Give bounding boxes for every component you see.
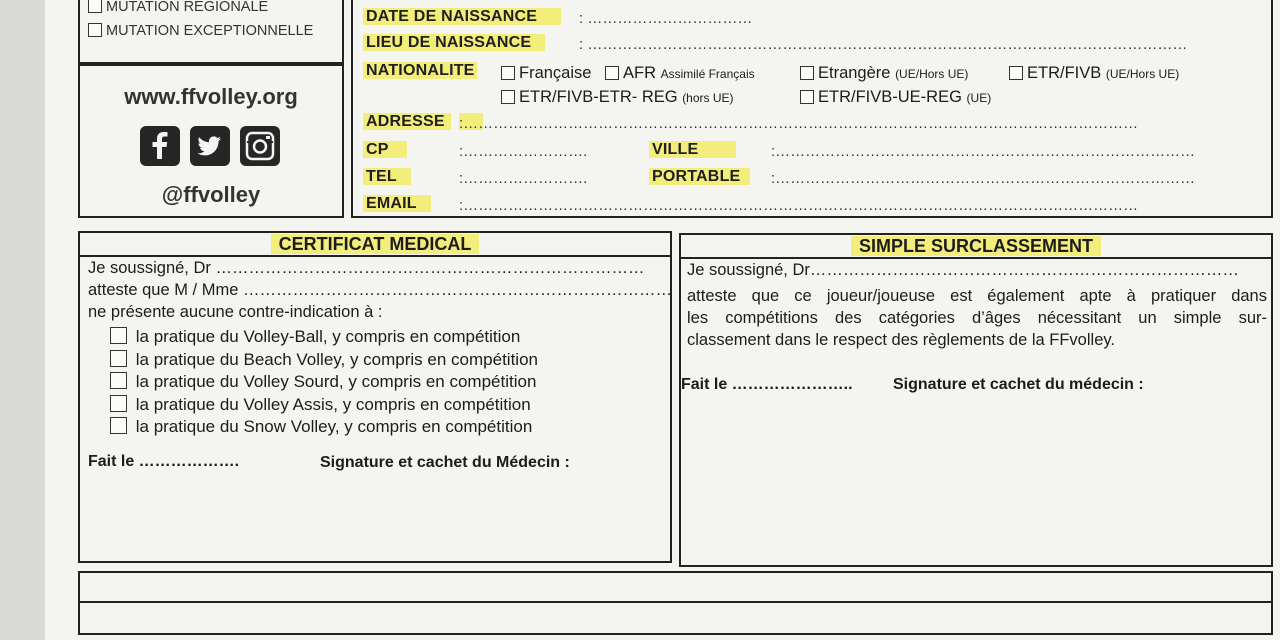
doctor-line[interactable]: Je soussigné, Dr …………………………………………………………………… xyxy=(88,259,645,277)
medical-signature-label: Signature et cachet du Médecin : xyxy=(320,454,570,471)
birth-date-field[interactable]: : …………………………… xyxy=(579,10,753,27)
no-contraindication: ne présente aucune contre-indication à : xyxy=(88,303,383,321)
facebook-icon xyxy=(140,126,180,166)
social-icons xyxy=(140,126,280,171)
practice-snow-volley[interactable]: la pratique du Snow Volley, y compris en compétition xyxy=(110,416,538,439)
checkbox[interactable] xyxy=(110,395,127,412)
twitter-icon xyxy=(190,126,230,166)
nationality-etr-fivb-etr-reg[interactable]: ETR/FIVB-ETR- REG (hors UE) xyxy=(501,88,734,107)
checkbox[interactable] xyxy=(501,90,515,104)
cp-label: CP xyxy=(363,141,407,158)
surclassement-title: SIMPLE SURCLASSEMENT xyxy=(851,236,1101,256)
checkbox[interactable] xyxy=(88,0,102,13)
city-field[interactable]: :………………………………………………………………………… xyxy=(771,143,1196,160)
birth-place-label: LIEU DE NAISSANCE xyxy=(363,34,545,51)
birth-place-field[interactable]: : ………………………………………………………………………………………………………… xyxy=(579,36,1188,53)
patient-line[interactable]: atteste que M / Mme …………………………………………………………………… xyxy=(88,281,672,299)
branding-box xyxy=(78,64,344,218)
tel-field[interactable]: :……………………. xyxy=(459,170,588,187)
tel-label: TEL xyxy=(363,168,411,185)
surclassement-doctor-line[interactable]: Je soussigné, Dr…………………………………………………………………… xyxy=(687,261,1239,279)
birth-date-row xyxy=(363,8,561,26)
mutation-box xyxy=(78,0,344,64)
practice-volley-assis[interactable]: la pratique du Volley Assis, y compris en compétition xyxy=(110,394,538,417)
cp-field[interactable]: :……………………. xyxy=(459,143,588,160)
checkbox[interactable] xyxy=(110,327,127,344)
nationality-etr-fivb[interactable]: ETR/FIVB (UE/Hors UE) xyxy=(1009,64,1179,83)
surclassement-box xyxy=(679,233,1273,567)
medical-title-bar xyxy=(80,233,670,257)
email-field[interactable]: :……………………………………………………………………………………………………………………… xyxy=(459,197,1139,214)
checkbox[interactable] xyxy=(800,66,814,80)
birth-date-label: DATE DE NAISSANCE xyxy=(363,8,561,25)
practice-volley-sourd[interactable]: la pratique du Volley Sourd, y compris en compétition xyxy=(110,371,538,394)
surclassement-title-bar xyxy=(681,235,1271,259)
checkbox[interactable] xyxy=(800,90,814,104)
nationality-etrangere[interactable]: Etrangère (UE/Hors UE) xyxy=(800,64,968,83)
checkbox[interactable] xyxy=(110,372,127,389)
checkbox[interactable] xyxy=(110,350,127,367)
nationality-afr[interactable]: AFR Assimilé Français xyxy=(605,64,755,83)
medical-certificate-box xyxy=(78,231,672,563)
address-field[interactable]: :……………………………………………………………………………………………………………………… xyxy=(459,115,1139,132)
mutation-regionale[interactable]: MUTATION REGIONALE xyxy=(88,0,268,15)
city-label: VILLE xyxy=(649,141,736,158)
mobile-field[interactable]: :………………………………………………………………………… xyxy=(771,170,1196,187)
mobile-label: PORTABLE xyxy=(649,168,750,185)
identity-box xyxy=(351,0,1273,218)
nationality-etr-fivb-ue-reg[interactable]: ETR/FIVB-UE-REG (UE) xyxy=(800,88,991,107)
checkbox[interactable] xyxy=(1009,66,1023,80)
practice-beach-volley[interactable]: la pratique du Beach Volley, y compris en compétition xyxy=(110,349,538,372)
nationality-label-wrap xyxy=(363,62,477,80)
checkbox[interactable] xyxy=(88,23,102,37)
medical-fait-le[interactable]: Fait le ………………. xyxy=(88,453,240,470)
mutation-exceptionnelle[interactable]: MUTATION EXCEPTIONNELLE xyxy=(88,23,313,39)
birth-place-row xyxy=(363,34,545,52)
website: www.ffvolley.org xyxy=(124,84,298,109)
surclassement-signature-label: Signature et cachet du médecin : xyxy=(893,376,1144,393)
practice-options xyxy=(110,326,538,439)
bottom-box-1 xyxy=(78,571,1273,603)
surclassement-fait-le[interactable]: Fait le ………………….. xyxy=(681,376,853,393)
address-label: ADRESSE xyxy=(363,113,451,130)
practice-volley-ball[interactable]: la pratique du Volley-Ball, y compris en compétition xyxy=(110,326,538,349)
checkbox[interactable] xyxy=(501,66,515,80)
nationality-label: NATIONALITE xyxy=(363,62,477,79)
checkbox[interactable] xyxy=(110,417,127,434)
email-label: EMAIL xyxy=(363,195,431,212)
surclassement-body: atteste que ce joueur/joueuse est également apte à pratiquer dans les compétitions des catégories d’âges nécessitant un simple sur- classement dans le respect des règlements de la FFvolley. xyxy=(687,287,1267,349)
handle: @ffvolley xyxy=(161,182,261,207)
medical-title: CERTIFICAT MEDICAL xyxy=(271,234,480,254)
nationality-francaise[interactable]: Française xyxy=(501,64,591,83)
checkbox[interactable] xyxy=(605,66,619,80)
instagram-icon xyxy=(240,126,280,166)
bottom-box-2 xyxy=(78,601,1273,635)
